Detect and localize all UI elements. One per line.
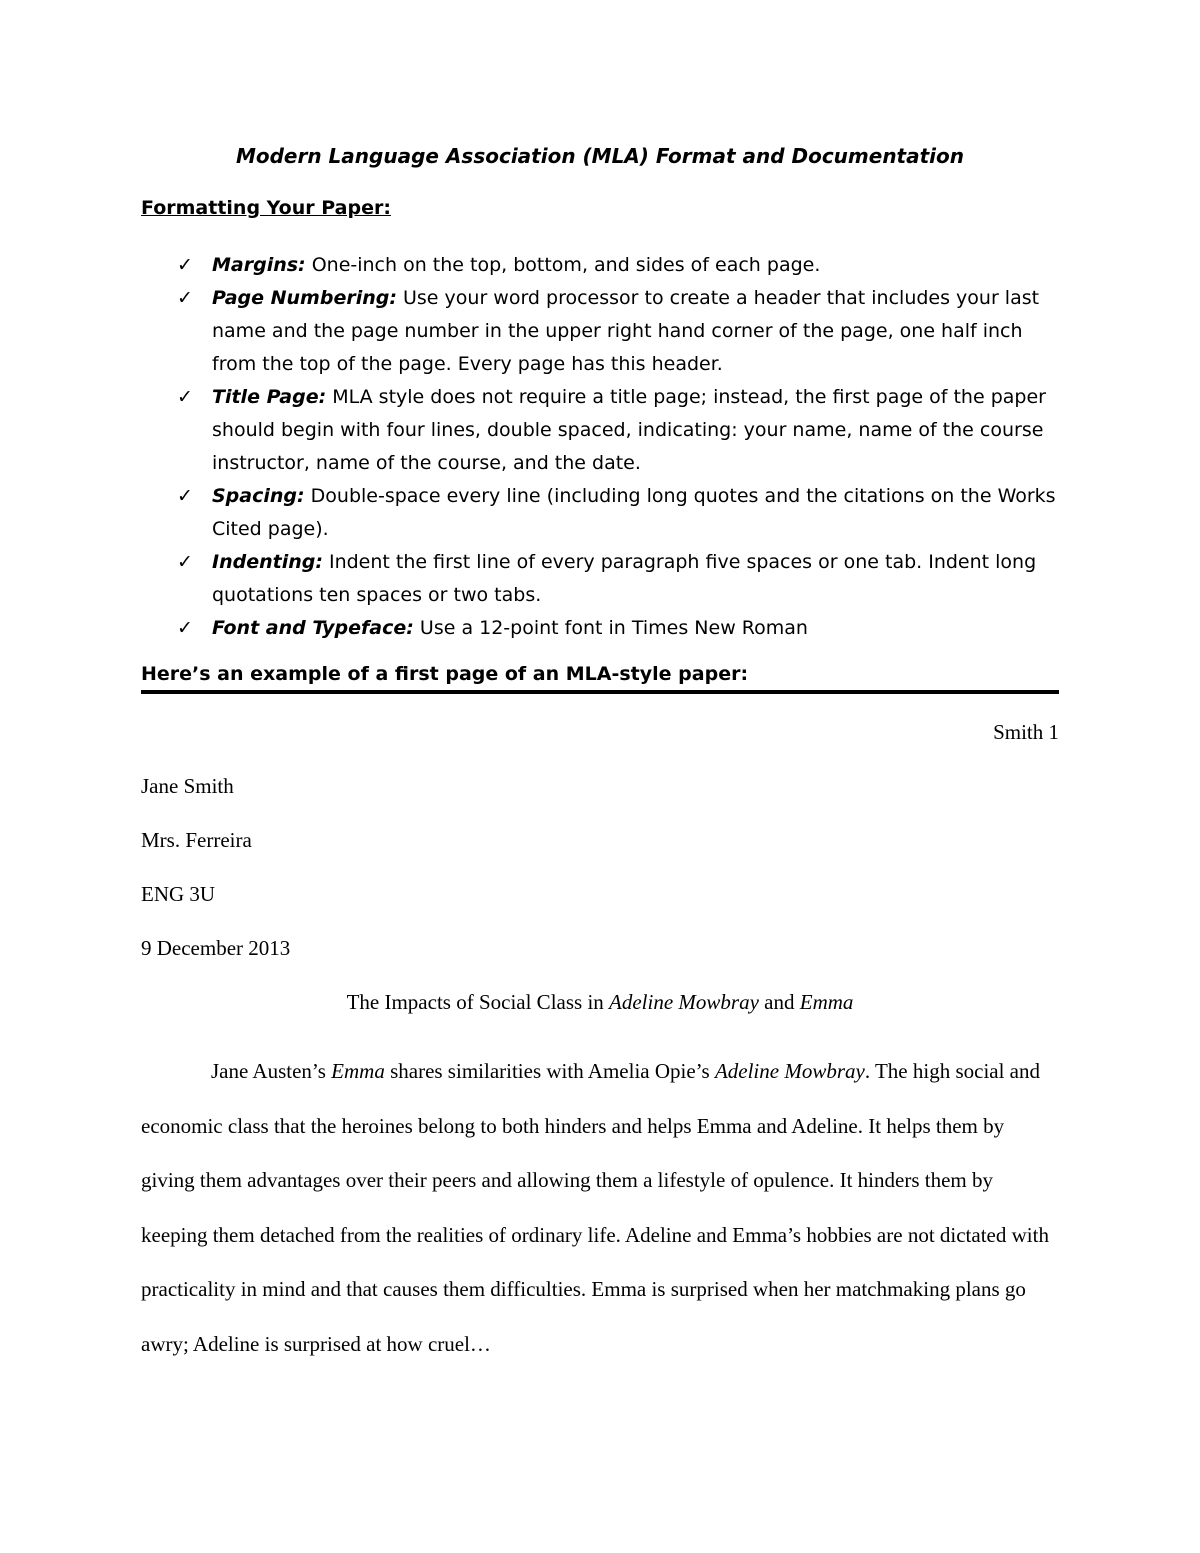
body-text-segment: . The high social and economic class that the heroines belong to both hinders and helps Emma and Adeline. It helps them by giving them advantages over their peers and allowing them a lifestyle of opulence. It hinders them by keeping them detached from the realities of ordinary life. Adeline and Emma’s hobbies are not dictated with practicality in mind and that causes them difficulties. Emma is surprised when her matchmaking plans go awry; Adeline is surprised at how cruel… bbox=[141, 1059, 1049, 1356]
checklist-item-page-numbering bbox=[141, 282, 1061, 381]
checklist-item-label: Title Page: bbox=[212, 386, 327, 408]
checklist-item-text: MLA style does not require a title page; instead, the first page of the paper should begin with four lines, double spaced, indicating: your name, name of the course instructor, name of the course, and the date. bbox=[212, 386, 1046, 474]
checklist-item-text: Double-space every line (including long quotes and the citations on the Works Cited page). bbox=[212, 485, 1056, 540]
paper-title bbox=[0, 990, 1200, 1015]
checklist-item-text: Use a 12-point font in Times New Roman bbox=[413, 617, 808, 639]
paper-body-paragraph bbox=[141, 1044, 1063, 1371]
horizontal-divider bbox=[141, 690, 1059, 694]
checklist-item-label: Margins: bbox=[212, 254, 306, 276]
checklist-item-text: Use your word processor to create a header that includes your last name and the page number in the upper right hand corner of the page, one half inch from the top of the page. Every page has this header. bbox=[212, 287, 1040, 375]
running-header: Smith 1 bbox=[993, 720, 1059, 744]
checkmark-icon: ✓ bbox=[177, 617, 193, 639]
checklist-item-title-page bbox=[141, 381, 1061, 480]
checklist-item-label: Font and Typeface: bbox=[212, 617, 414, 639]
instructor-name: Mrs. Ferreira bbox=[141, 828, 252, 852]
paper-title-prefix: The Impacts of Social Class in bbox=[346, 990, 610, 1014]
body-italic-title: Adeline Mowbray bbox=[714, 1059, 865, 1083]
checkmark-icon: ✓ bbox=[177, 287, 193, 309]
body-italic-title: Emma bbox=[331, 1059, 385, 1083]
section-heading: Formatting Your Paper: bbox=[141, 197, 391, 219]
checklist-item-label: Page Numbering: bbox=[212, 287, 397, 309]
document-title: Modern Language Association (MLA) Format and Documentation bbox=[235, 144, 965, 168]
checklist-item-font bbox=[141, 612, 1061, 645]
student-name: Jane Smith bbox=[141, 774, 234, 798]
paper-date: 9 December 2013 bbox=[141, 936, 291, 960]
course-name: ENG 3U bbox=[141, 882, 216, 906]
checklist-item-spacing bbox=[141, 480, 1061, 546]
checkmark-icon: ✓ bbox=[177, 551, 193, 573]
checklist-item-margins bbox=[141, 249, 1061, 282]
checklist-item-label: Spacing: bbox=[212, 485, 305, 507]
checklist-item-label: Indenting: bbox=[212, 551, 323, 573]
checkmark-icon: ✓ bbox=[177, 485, 193, 507]
paper-title-and: and bbox=[758, 990, 800, 1014]
paper-title-work-2: Emma bbox=[799, 990, 854, 1014]
checkmark-icon: ✓ bbox=[177, 254, 193, 276]
body-text-segment: Jane Austen’s bbox=[211, 1059, 332, 1083]
example-heading: Here’s an example of a first page of an MLA-style paper: bbox=[141, 663, 749, 685]
paper-title-work-1: Adeline Mowbray bbox=[609, 990, 759, 1014]
body-text-segment: shares similarities with Amelia Opie’s bbox=[384, 1059, 715, 1083]
checklist-item-text: One-inch on the top, bottom, and sides of each page. bbox=[305, 254, 821, 276]
formatting-checklist bbox=[141, 249, 1061, 645]
checkmark-icon: ✓ bbox=[177, 386, 193, 408]
checklist-item-text: Indent the first line of every paragraph five spaces or one tab. Indent long quotations ten spaces or two tabs. bbox=[212, 551, 1037, 606]
checklist-item-indenting bbox=[141, 546, 1061, 612]
